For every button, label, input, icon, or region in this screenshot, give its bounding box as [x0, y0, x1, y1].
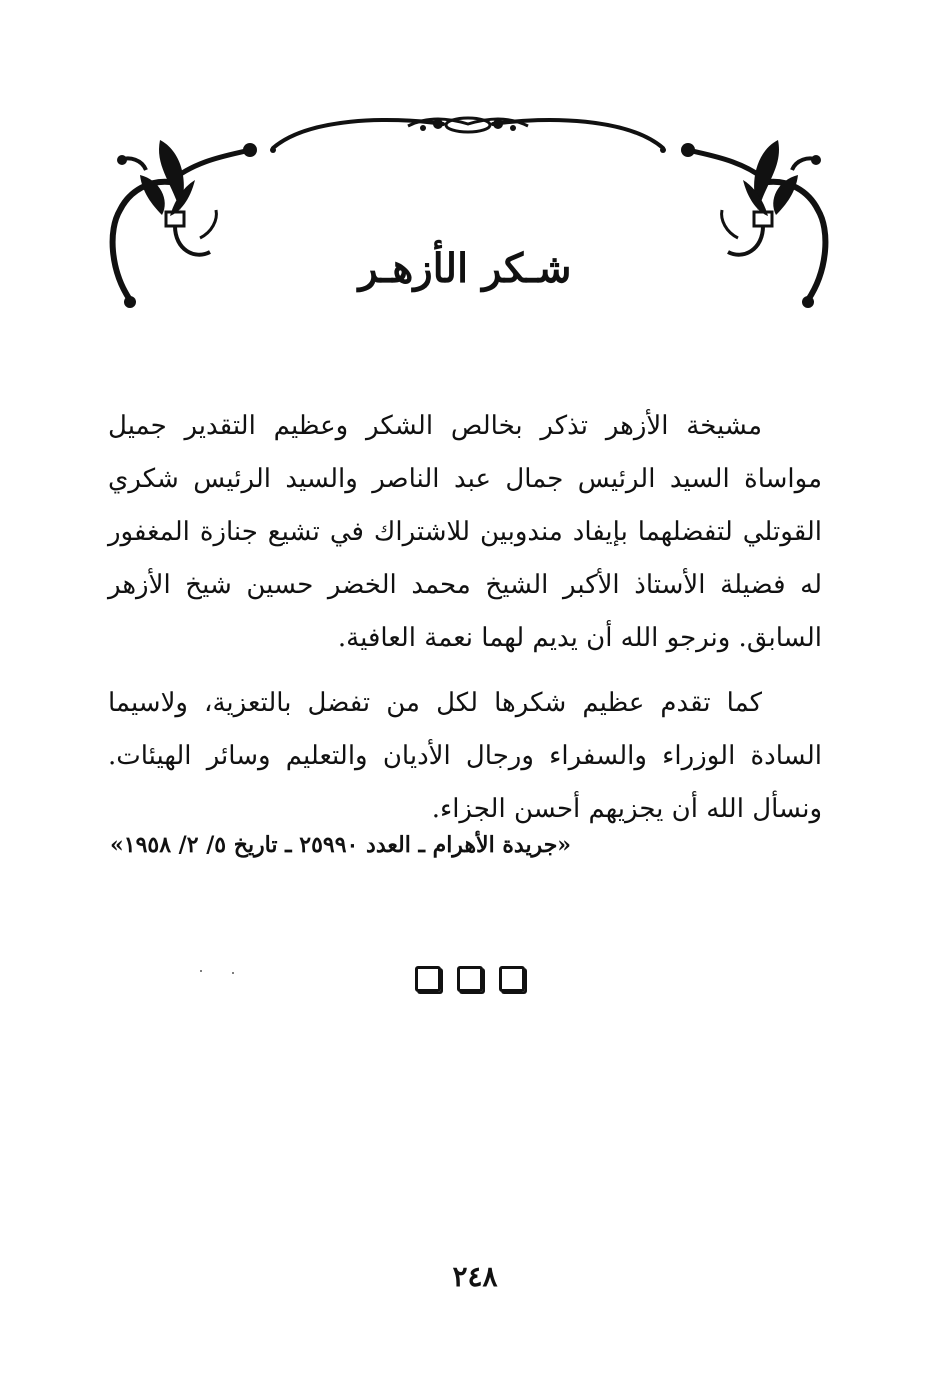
page-number: ٢٤٨ — [452, 1260, 498, 1293]
body-paragraph: كما تقدم عظيم شكرها لكل من تفضل بالتعزية، ولاسيما السادة الوزراء والسفراء ورجال الأديان والتعليم وسائر الهيئات. ونسأل الله أن يجزيهم أحسن الجزاء. — [108, 688, 822, 824]
print-speck — [232, 972, 234, 974]
source-citation: «جريدة الأهرام ـ العدد ٢٥٩٩٠ ـ تاريخ ٥/ ٢/ ١٩٥٨» — [110, 832, 572, 858]
body-paragraph: مشيخة الأزهر تذكر بخالص الشكر وعظيم التقدير جميل مواساة السيد الرئيس جمال عبد الناصر والسيد الرئيس شكري القوتلي لتفضلهما بإيفاد مندوبين للاشتراك في تشيع جنازة المغفور له فضيلة الأستاذ الأكبر الشيخ محمد الخضر حسين شيخ الأزهر السابق. ونرجو الله أن يديم لهما نعمة العافية. — [108, 411, 822, 653]
end-box-icon — [499, 966, 525, 992]
section-end-marks — [415, 966, 525, 996]
page-title: شـكر الأزهـر — [358, 245, 572, 292]
end-box-icon — [415, 966, 441, 992]
print-speck — [200, 970, 202, 972]
end-box-icon — [457, 966, 483, 992]
top-swash-ornament — [268, 108, 668, 158]
left-corner-floral-icon — [100, 120, 270, 310]
right-corner-floral-icon — [668, 120, 838, 310]
body-text — [108, 400, 822, 848]
